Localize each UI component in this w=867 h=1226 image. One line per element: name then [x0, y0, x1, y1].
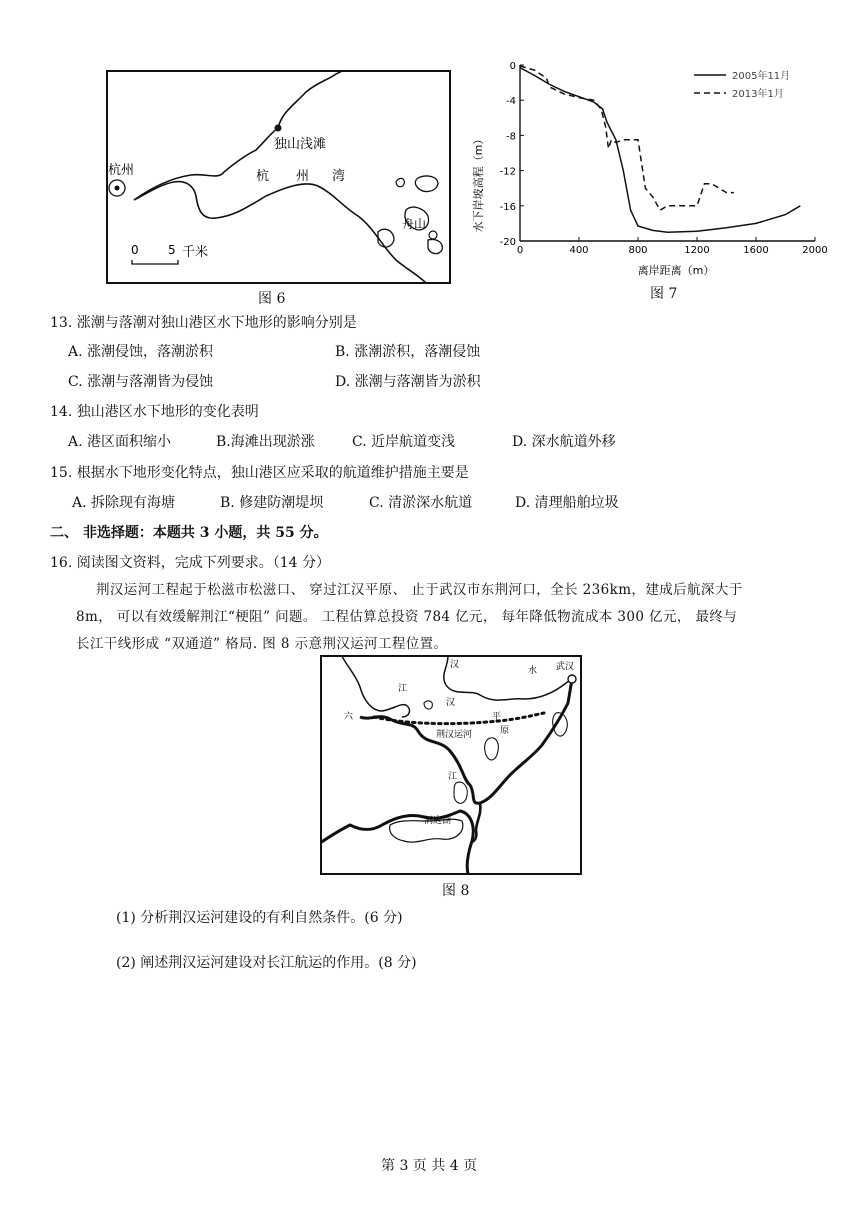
scale-zero: 0 — [131, 243, 139, 257]
x-tick-label: 1200 — [684, 245, 710, 256]
question-14-stem: 14. 独山港区水下地形的变化表明 — [50, 404, 259, 420]
q14-option-d[interactable]: D. 深水航道外移 — [512, 434, 616, 450]
figure-8 — [320, 655, 582, 875]
label-han-2: 汉 — [446, 698, 456, 708]
x-tick-label: 400 — [569, 245, 589, 256]
figure-7-caption: 图 7 — [650, 286, 678, 302]
figure-8-caption: 图 8 — [442, 883, 470, 899]
q15-option-b[interactable]: B. 修建防潮堤坝 — [220, 495, 324, 511]
legend-label-2: 2013年1月 — [732, 89, 784, 100]
q16-paragraph-line-3: 长江干线形成 “双通道” 格局. 图 8 示意荆汉运河工程位置。 — [76, 636, 448, 652]
q16-subquestion-1: (1) 分析荆汉运河建设的有利自然条件。(6 分) — [116, 910, 403, 926]
label-liu: 六 — [344, 712, 354, 722]
label-bay-2: 州 — [296, 169, 310, 184]
q13-option-a[interactable]: A. 涨潮侵蚀，落潮淤积 — [68, 344, 214, 360]
x-axis-label: 离岸距离（m） — [637, 264, 715, 277]
x-tick-label: 2000 — [802, 245, 828, 256]
q16-paragraph-line-2: 8m， 可以有效缓解荆江“梗阻” 问题。 工程估算总投资 784 亿元， 每年降低物流成本 300 亿元， 最终与 — [76, 609, 738, 625]
y-tick-label: -20 — [499, 237, 516, 248]
q14-option-b[interactable]: B.海滩出现淤涨 — [216, 434, 315, 450]
q14-option-c[interactable]: C. 近岸航道变浅 — [352, 434, 456, 450]
q13-option-d[interactable]: D. 涨潮与落潮皆为淤积 — [335, 374, 481, 390]
scale-five: 5 — [168, 243, 176, 257]
page-footer: 第 3 页 共 4 页 — [381, 1158, 478, 1174]
q15-option-a[interactable]: A. 拆除现有海塘 — [72, 495, 176, 511]
scale-unit: 千米 — [182, 245, 209, 260]
y-tick-label: -12 — [499, 166, 516, 178]
question-15-stem: 15. 根据水下地形变化特点，独山港区应采取的航道维护措施主要是 — [50, 465, 469, 481]
x-tick-label: 0 — [516, 245, 524, 256]
label-ping: 平 — [492, 712, 502, 722]
q16-subquestion-2: (2) 阐述荆汉运河建设对长江航运的作用。(8 分) — [116, 955, 417, 971]
figure-6-map — [106, 70, 451, 285]
q14-option-a[interactable]: A. 港区面积缩小 — [68, 434, 172, 450]
figure-7-chart — [470, 55, 830, 280]
question-16-stem: 16. 阅读图文资料，完成下列要求。（14 分） — [50, 555, 330, 571]
label-hangzhou: 杭州 — [108, 163, 135, 178]
figure-6-caption: 图 6 — [258, 291, 286, 307]
q13-option-c[interactable]: C. 涨潮与落潮皆为侵蚀 — [68, 374, 214, 390]
label-jiang: 江 — [398, 684, 408, 694]
q15-option-c[interactable]: C. 清淤深水航道 — [369, 495, 473, 511]
label-jiang-2: 江 — [448, 772, 458, 782]
label-han: 汉 — [450, 660, 460, 670]
question-13-stem: 13. 涨潮与落潮对独山港区水下地形的影响分别是 — [50, 315, 357, 331]
q13-option-b[interactable]: B. 涨潮淤积，落潮侵蚀 — [335, 344, 481, 360]
figure-7 — [470, 55, 830, 280]
label-dushan: 独山浅滩 — [274, 137, 327, 152]
x-tick-label: 1600 — [743, 245, 769, 256]
y-tick-label: -8 — [506, 131, 516, 143]
label-dongting: 洞庭湖 — [424, 816, 452, 826]
label-canal: 荆汉运河 — [436, 730, 473, 740]
y-axis-label: 水下岸坡高程（m） — [472, 133, 485, 233]
q16-paragraph-line-1: 荆汉运河工程起于松滋市松滋口、 穿过江汉平原、 止于武汉市东荆河口，全长 236km，建成后航深大于 — [96, 582, 743, 598]
section-heading: 二、 非选择题：本题共 3 小题，共 55 分。 — [50, 525, 328, 541]
y-tick-label: -4 — [506, 96, 516, 108]
figure-6 — [106, 70, 451, 285]
label-wuhan: 武汉 — [556, 662, 575, 672]
label-bay-3: 湾 — [332, 169, 346, 184]
label-yuan: 原 — [500, 726, 510, 736]
label-shui: 水 — [528, 666, 538, 676]
label-bay-1: 杭 — [256, 169, 271, 184]
legend-label-1: 2005年11月 — [732, 71, 791, 82]
label-zhoushan: 舟山 — [402, 217, 427, 231]
y-tick-label: -16 — [499, 201, 516, 213]
q15-option-d[interactable]: D. 清理船舶垃圾 — [515, 495, 619, 511]
figure-8-map — [320, 655, 582, 875]
y-tick-label: 0 — [509, 61, 516, 72]
x-tick-label: 800 — [628, 245, 648, 256]
